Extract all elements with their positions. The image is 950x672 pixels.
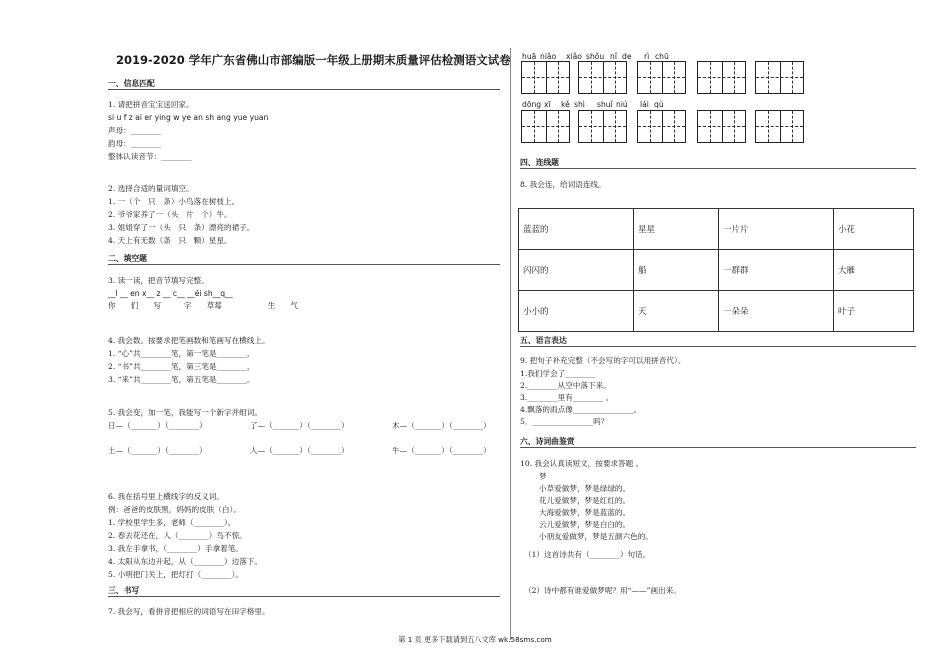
q9-item[interactable]: 5．________________吗？: [520, 417, 609, 426]
tianzige-box[interactable]: [755, 110, 804, 143]
q4-item[interactable]: 2. “书”共________笔，第三笔是________，: [108, 362, 255, 371]
tianzige-box[interactable]: [578, 61, 627, 94]
pinyin: lái: [640, 100, 649, 109]
tianzige-box[interactable]: [755, 61, 804, 94]
pinyin: de: [622, 52, 632, 61]
pinyin: chū: [655, 52, 669, 61]
pinyin: shuǐ: [597, 100, 613, 109]
q5-cell[interactable]: 了—（_______）（________）: [250, 421, 349, 430]
tianzige-box[interactable]: [697, 61, 746, 94]
table-row: [519, 250, 914, 291]
poem-line: 花儿爱做梦，梦是红红的。: [539, 496, 631, 505]
table-cell[interactable]: 蓝蓝的: [519, 209, 634, 250]
pinyin: xī: [544, 100, 551, 109]
pinyin: huā: [522, 52, 537, 61]
q4-item[interactable]: 1. “心”共________笔，第一笔是________，: [108, 349, 255, 358]
section-heading-2: 二、填空题: [108, 254, 147, 263]
section-heading-1: 一、信息匹配: [108, 79, 155, 88]
q10-sub[interactable]: （2）诗中都有谁爱做梦呢？用“——”画出来。: [524, 586, 681, 595]
section-rule: [520, 447, 916, 448]
q5-prompt: 5. 我会变，加一笔，我能写一个新字并组词。: [108, 408, 262, 417]
table-cell[interactable]: 船: [634, 250, 719, 291]
q2-item[interactable]: 1. 一（个 只 条）小鸟落在树枝上。: [108, 197, 240, 206]
q6-prompt: 6. 我在括号里上横线字的反义词。: [108, 492, 224, 501]
q9-prompt: 9. 把句子补充完整（不会写的字可以用拼音代）。: [520, 356, 686, 365]
poem-title: 梦: [539, 472, 547, 481]
q5-cell[interactable]: 人—（_______）（________）: [250, 446, 349, 455]
section-heading-5: 五、语言表达: [520, 336, 567, 345]
q3-chars: 你 们 写 字 草莓 生 气: [108, 301, 298, 310]
table-cell[interactable]: 闪闪的: [519, 250, 634, 291]
table-cell[interactable]: 小小的: [519, 291, 634, 332]
q2-item[interactable]: 2. 爷爷家养了一（头 片 个）牛。: [108, 210, 232, 219]
page-footer: 第 1 页 更多下载请到五八文库 wk.58sms.com: [398, 635, 552, 644]
q1-prompt: 1. 请把拼音宝宝送回家。: [108, 100, 194, 109]
q4-prompt: 4. 我会数。按要求把笔画数和笔画写在横线上。: [108, 336, 270, 345]
pinyin: rì: [644, 52, 650, 61]
matching-table: [518, 208, 914, 332]
pinyin: nǐ: [610, 52, 617, 61]
pinyin: qù: [654, 100, 664, 109]
q3-syllables[interactable]: __l __ en x__ z __ c__ __éi sh__q__: [108, 289, 233, 298]
table-cell[interactable]: 小花: [834, 209, 914, 250]
q6-example: 例：爸爸的皮肤黑，妈妈的皮肤（白）。: [108, 505, 241, 514]
section-heading-3: 三、书写: [108, 586, 140, 595]
q6-item[interactable]: 3. 我左手拿书，（________）手拿着笔。: [108, 544, 243, 553]
pinyin: niǎo: [540, 52, 557, 61]
q6-item[interactable]: 2. 春去花还在，人（________）鸟不惊。: [108, 531, 247, 540]
table-row: [519, 209, 914, 250]
q5-cell[interactable]: 日—（_______）（________）: [108, 421, 207, 430]
table-cell[interactable]: 星星: [634, 209, 719, 250]
section-rule: [520, 168, 916, 169]
section-rule: [108, 264, 500, 265]
poem-line: 云儿爱做梦，梦是白白的。: [539, 520, 631, 529]
q1-pinyin: si u f z ai er ying w ye an sh ang yue yuan: [108, 113, 269, 122]
q6-item[interactable]: 1. 学校里学生多，老师（________）。: [108, 518, 236, 527]
table-cell[interactable]: 叶子: [834, 291, 914, 332]
tianzige-box[interactable]: [637, 61, 686, 94]
tianzige-box[interactable]: [697, 110, 746, 143]
table-cell[interactable]: 大雁: [834, 250, 914, 291]
q1-line[interactable]: 整体认读音节：________: [108, 152, 192, 161]
q2-prompt: 2. 选择合适的量词填空。: [108, 184, 194, 193]
pinyin: niú: [616, 100, 628, 109]
pinyin: xiǎo: [566, 52, 582, 61]
q6-item[interactable]: 5. 小明把门关上，把灯打（________）。: [108, 570, 243, 579]
q6-item[interactable]: 4. 太阳从东边升起，从（________）边落下。: [108, 557, 262, 566]
tianzige-box[interactable]: [521, 61, 570, 94]
q9-item[interactable]: 1.我们学会了________: [520, 369, 596, 378]
section-rule: [108, 89, 500, 90]
section-rule: [520, 346, 916, 347]
q10-sub[interactable]: （1）这首诗共有（________）句话。: [524, 550, 651, 559]
q9-item[interactable]: 4.飘落的雨点像________________。: [520, 405, 642, 414]
pinyin: shì: [574, 100, 585, 109]
q2-item[interactable]: 4. 天上有无数（条 只 颗）星星。: [108, 236, 232, 245]
q9-item[interactable]: 2.________从空中落下来。: [520, 381, 611, 390]
table-cell[interactable]: 天: [634, 291, 719, 332]
pinyin: kě: [561, 100, 570, 109]
q5-cell[interactable]: 土—（_______）（________）: [108, 446, 207, 455]
pinyin: shǒu: [586, 52, 605, 61]
tianzige-box[interactable]: [521, 110, 570, 143]
table-row: [519, 291, 914, 332]
poem-line: 小草爱做梦，梦是绿绿的。: [539, 484, 631, 493]
q1-line[interactable]: 声母：________: [108, 126, 162, 135]
q4-item[interactable]: 3. “来”共________笔，第五笔是________。: [108, 375, 255, 384]
page-title: 2019-2020 学年广东省佛山市部编版一年级上册期末质量评估检测语文试卷: [116, 53, 511, 67]
poem-line: 大海爱做梦，梦是蓝蓝的。: [539, 508, 631, 517]
column-divider: [510, 48, 511, 640]
q5-cell[interactable]: 木—（_______）（________）: [392, 421, 491, 430]
poem-line: 小朋友爱做梦，梦是五颜六色的。: [539, 532, 653, 541]
section-heading-4: 四、连线题: [520, 158, 559, 167]
q2-item[interactable]: 3. 姐姐穿了一（头 只 条）漂亮的裙子。: [108, 223, 255, 232]
table-cell[interactable]: 一片片: [719, 209, 834, 250]
section-heading-6: 六、诗词曲鉴赏: [520, 437, 575, 446]
q7-prompt: 7. 我会写，看拼音把相应的词语写在田字格里。: [108, 607, 270, 616]
tianzige-box[interactable]: [637, 110, 686, 143]
q10-prompt: 10. 我会认真读短文，按要求答题 。: [520, 459, 644, 468]
q8-prompt: 8. 我会连，给词语连线。: [520, 180, 606, 189]
section-rule: [108, 596, 500, 597]
q9-item[interactable]: 3.________里有________ 。: [520, 393, 614, 402]
q5-cell[interactable]: 牛—（_______）（________）: [392, 446, 491, 455]
table-cell[interactable]: 一群群: [719, 250, 834, 291]
tianzige-box[interactable]: [578, 110, 627, 143]
q1-line[interactable]: 韵母：________: [108, 139, 162, 148]
q3-prompt: 3. 读一读，把音节填写完整。: [108, 276, 209, 285]
table-cell[interactable]: 一朵朵: [719, 291, 834, 332]
pinyin: dōng: [522, 100, 542, 109]
